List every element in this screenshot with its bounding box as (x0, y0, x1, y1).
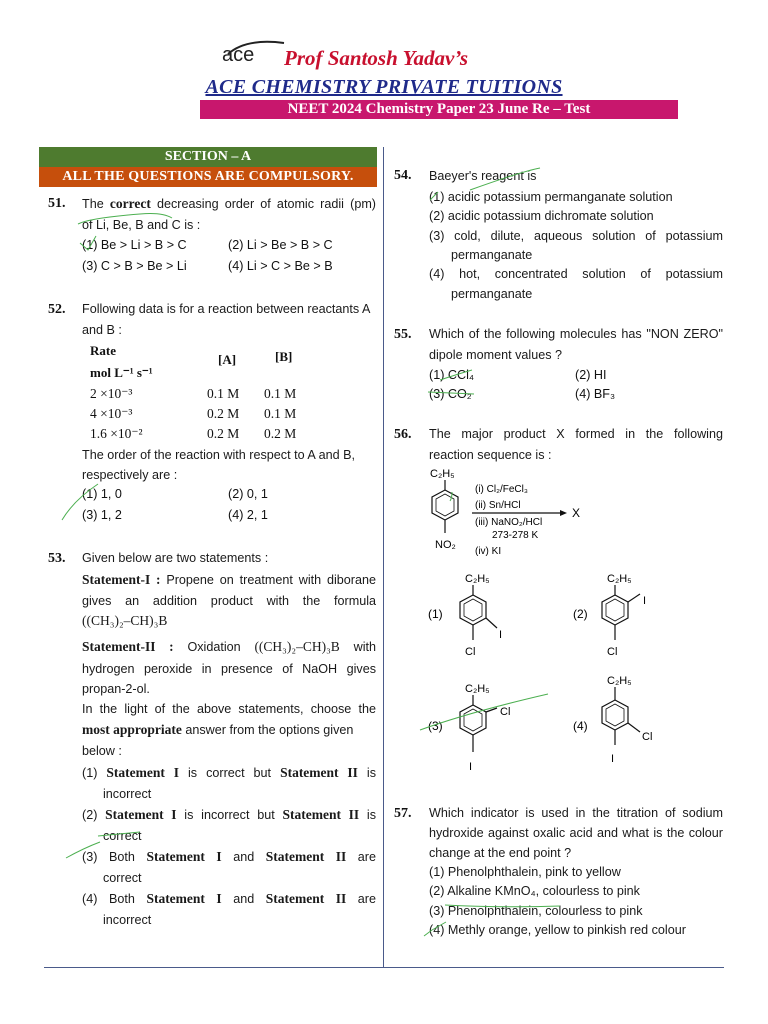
text: (2) (82, 808, 106, 822)
option-3[interactable]: (3) C > B > Be > Li (82, 259, 187, 273)
question-text-2: reaction sequence is : (429, 448, 552, 462)
emphasis: Statement I (106, 765, 179, 780)
text: (4) Both (82, 892, 147, 906)
paper-title: NEET 2024 Chemistry Paper 23 June Re – Test (200, 100, 678, 119)
substituent: Cl (642, 731, 653, 743)
text: and (221, 850, 266, 864)
question-text-3: The order of the reaction with respect to A and B, (82, 448, 356, 462)
question-number: 56. (394, 427, 412, 442)
question-text-2: dipole moment values ? (429, 348, 563, 362)
statement-2-line-3: propan-2-ol. (82, 682, 150, 696)
table-header-a: [A] (218, 352, 237, 367)
option-3[interactable] (82, 847, 376, 868)
statement-1-line-1 (82, 570, 376, 591)
table-cell: 0.1 M (264, 406, 297, 421)
option-4[interactable]: (4) Li > C > Be > B (228, 259, 333, 273)
table-header-unit: mol L⁻¹ s⁻¹ (90, 365, 153, 380)
table-header-b: [B] (275, 349, 293, 364)
choice-label: (2) (573, 607, 588, 621)
table-cell: 0.2 M (207, 406, 240, 421)
statement-1-line-2: gives an addition product with the formula (82, 594, 376, 608)
substituent: C₂H₅ (607, 675, 632, 687)
text: Propene on treatment with diborane (160, 573, 376, 587)
statement-label: Statement-II : (82, 639, 174, 654)
instruction-line-1: In the light of the above statements, choose the (82, 702, 376, 716)
question-text-3: change at the end point ? (429, 846, 572, 860)
reagent-step: (iv) KI (475, 546, 502, 557)
option-1[interactable]: (1) 1, 0 (82, 487, 122, 501)
section-banner (39, 147, 377, 187)
column-divider (383, 147, 384, 967)
emphasis: correct (109, 196, 151, 211)
text: is incorrect but (176, 808, 283, 822)
question-number: 57. (394, 806, 412, 821)
emphasis: Statement I (146, 849, 222, 864)
reactant-bottom-group: NO₂ (435, 539, 456, 551)
option-1[interactable] (82, 763, 376, 784)
reaction-scheme (420, 465, 600, 560)
option-2[interactable]: (2) 0, 1 (228, 487, 268, 501)
text: is correct but (179, 766, 281, 780)
table-header-rate: Rate (90, 343, 116, 358)
text: (1) (82, 766, 107, 780)
substituent: C₂H₅ (607, 573, 632, 585)
question-text: Following data is for a reaction between reactants A (82, 302, 371, 316)
question-text: The major product X formed in the following (429, 427, 723, 441)
substituent: Cl (465, 646, 476, 658)
table-cell: 1.6 ×10⁻² (90, 426, 143, 441)
option-2[interactable]: (2) Alkaline KMnO₄, colourless to pink (429, 884, 640, 898)
option-2[interactable]: (2) HI (575, 368, 607, 382)
question-text: Given below are two statements : (82, 551, 269, 565)
statement-1-formula: ((CH₃)₂–CH)₃B (82, 613, 168, 628)
text: is (357, 766, 377, 780)
emphasis: most appropriate (82, 722, 182, 737)
choice-3-structure[interactable] (425, 680, 545, 775)
question-text-2: and B : (82, 323, 122, 337)
substituent: C₂H₅ (465, 573, 490, 585)
option-3-cont: correct (103, 871, 142, 885)
page-header (0, 0, 768, 125)
option-4-cont: permanganate (451, 287, 533, 301)
substituent: I (499, 629, 503, 641)
reagent-step: (i) Cl₂/FeCl₃ (475, 484, 528, 495)
option-1[interactable]: (1) Be > Li > B > C (82, 238, 187, 252)
table-cell: 2 ×10⁻³ (90, 386, 133, 401)
substituent: I (643, 595, 647, 607)
instruction-line-3: below : (82, 744, 122, 758)
emphasis: Statement II (265, 849, 347, 864)
option-1[interactable]: (1) Phenolphthalein, pink to yellow (429, 865, 621, 879)
reagent-step: 273-278 K (492, 530, 539, 541)
text: answer from the options given (181, 723, 354, 737)
choice-2-structure[interactable] (570, 570, 680, 665)
option-3[interactable]: (3) Phenolphthalein, colourless to pink (429, 904, 643, 918)
statement-2-line-1 (82, 637, 376, 658)
table-cell: 4 ×10⁻³ (90, 406, 133, 421)
option-2[interactable]: (2) Li > Be > B > C (228, 238, 333, 252)
substituent: I (611, 753, 615, 765)
substituent: I (469, 761, 473, 773)
option-4[interactable] (82, 889, 376, 910)
question-text: Baeyer's reagent is (429, 169, 537, 183)
text: with (339, 640, 376, 654)
statement-label: Statement-I : (82, 572, 161, 587)
choice-4-structure[interactable] (570, 670, 680, 775)
question-number: 52. (48, 302, 66, 317)
table-cell: 0.1 M (264, 386, 297, 401)
emphasis: Statement II (265, 891, 347, 906)
choice-label: (3) (428, 719, 443, 733)
choice-label: (1) (428, 607, 443, 621)
text: is (359, 808, 376, 822)
reagent-step: (ii) Sn/HCl (475, 500, 521, 511)
footer-rule (44, 967, 724, 968)
choice-label: (4) (573, 719, 588, 733)
question-text-4: respectively are : (82, 468, 178, 482)
option-1[interactable]: (1) acidic potassium permanganate solution (429, 190, 673, 204)
substituent: C₂H₅ (465, 683, 490, 695)
option-2-cont: correct (103, 829, 142, 843)
table-cell: 0.2 M (207, 426, 240, 441)
question-number: 54. (394, 168, 412, 183)
instruction-line-2 (82, 720, 353, 741)
table-cell: 0.1 M (207, 386, 240, 401)
question-text: Which of the following molecules has "NON ZERO" (429, 327, 723, 341)
table-cell: 0.2 M (264, 426, 297, 441)
option-4[interactable]: (4) BF₃ (575, 387, 616, 401)
section-subtitle: ALL THE QUESTIONS ARE COMPULSORY. (39, 167, 377, 187)
option-3[interactable]: (3) CO₂ (429, 387, 472, 401)
text: (3) Both (82, 850, 147, 864)
ace-logo (222, 40, 284, 66)
option-4[interactable]: (4) hot, concentrated solution of potassium (429, 267, 723, 281)
text: Oxidation (173, 640, 255, 654)
text: The (82, 197, 110, 211)
option-4-cont: incorrect (103, 913, 152, 927)
question-text: Which indicator is used in the titration of sodium (429, 806, 723, 820)
text: and (221, 892, 266, 906)
question-number: 53. (48, 551, 66, 566)
option-1[interactable]: (1) CCl₄ (429, 368, 475, 382)
question-text-2: of Li, Be, B and C is : (82, 218, 201, 232)
text: decreasing order of atomic radii (pm) (150, 197, 377, 211)
option-2[interactable]: (2) acidic potassium dichromate solution (429, 209, 654, 223)
option-3-cont: permanganate (451, 248, 533, 262)
emphasis: Statement I (105, 807, 177, 822)
substituent: Cl (607, 646, 618, 658)
reagent-step: (iii) NaNO₂/HCl (475, 517, 543, 528)
institute-name: ACE CHEMISTRY PRIVATE TUITIONS (205, 76, 563, 98)
option-1-cont: incorrect (103, 787, 152, 801)
emphasis: Statement II (282, 807, 360, 822)
question-number: 51. (48, 196, 66, 211)
question-text-2: hydroxide against oxalic acid and what is the colour (429, 826, 723, 840)
option-4[interactable]: (4) Methly orange, yellow to pinkish red colour (429, 923, 686, 937)
option-3[interactable]: (3) cold, dilute, aqueous solution of potassium (429, 229, 723, 243)
option-3[interactable]: (3) 1, 2 (82, 508, 122, 522)
option-2[interactable] (82, 805, 376, 826)
text: are (346, 850, 376, 864)
emphasis: Statement I (146, 891, 222, 906)
option-4[interactable]: (4) 2, 1 (228, 508, 268, 522)
substituent: Cl (500, 706, 511, 718)
emphasis: Statement II (280, 765, 358, 780)
prof-name: Prof Santosh Yadav’s (284, 46, 468, 70)
text: are (346, 892, 376, 906)
section-title: SECTION – A (164, 149, 252, 164)
logo-text: ace (222, 44, 255, 66)
question-text (82, 194, 376, 215)
product-label: X (572, 506, 581, 520)
reactant-top-group: C₂H₅ (430, 468, 455, 480)
statement-2-line-2: hydrogen peroxide in presence of NaOH gives (82, 662, 376, 676)
formula: ((CH₃)₂–CH)₃B (254, 639, 340, 654)
question-number: 55. (394, 327, 412, 342)
choice-1-structure[interactable] (425, 570, 535, 665)
